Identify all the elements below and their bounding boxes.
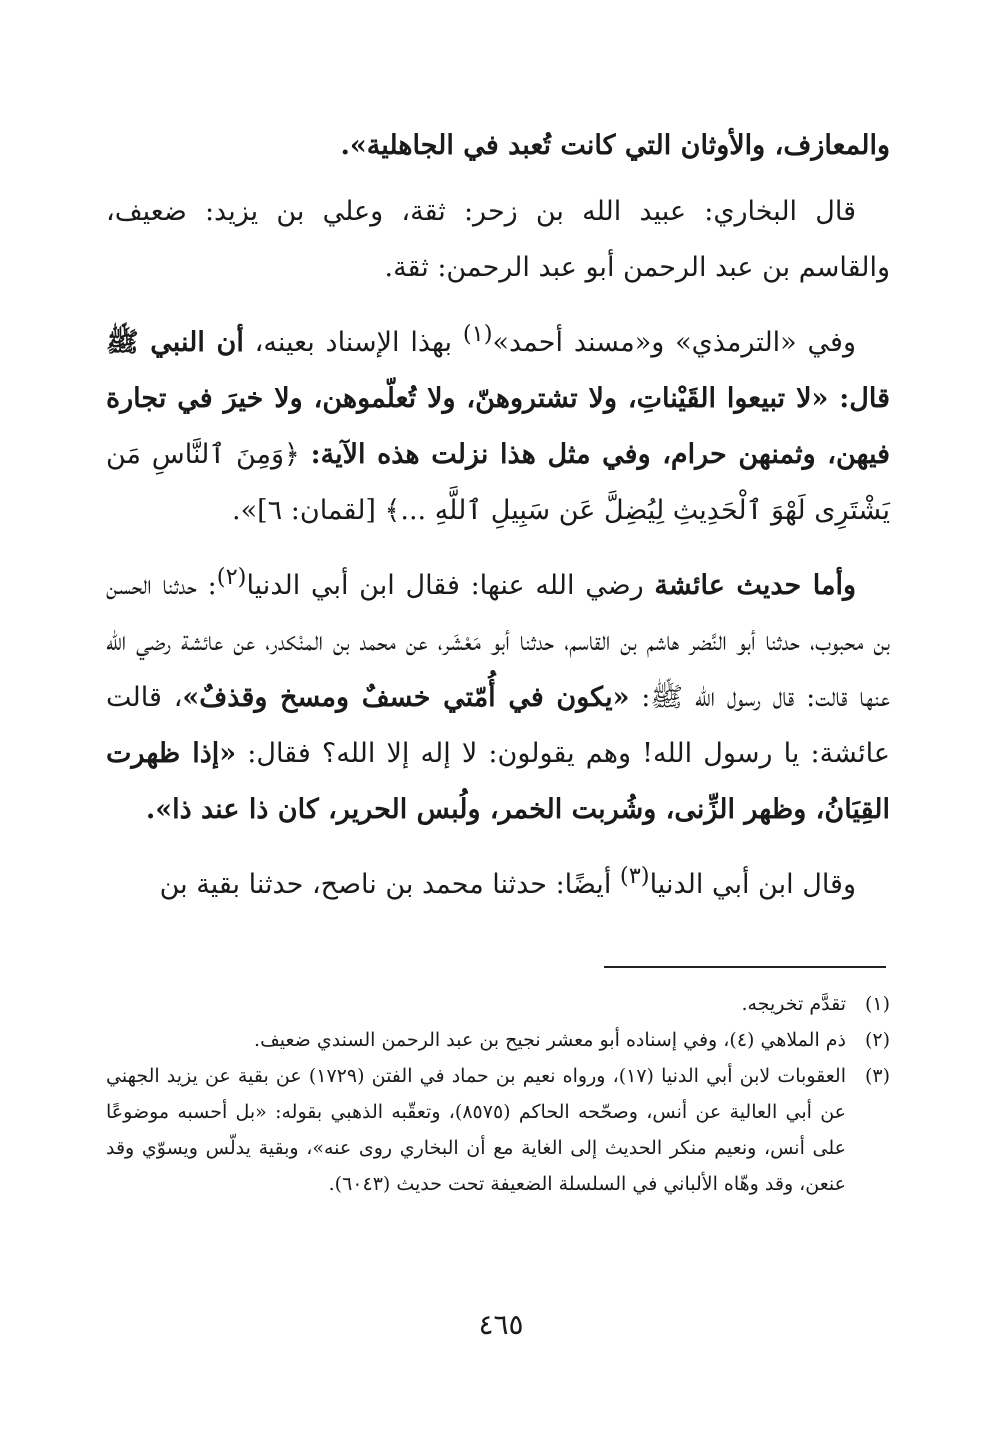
p4-heading: وأما حديث عائشة bbox=[654, 570, 856, 601]
verse-citation: [لقمان: ٦]». bbox=[232, 495, 376, 526]
footnote-ref-2[interactable]: (٢) bbox=[216, 564, 247, 590]
paragraph-2: قال البخاري: عبيد الله بن زحر: ثقة، وعلي بن يزيد: ضعيف، والقاسم بن عبد الرحمن أبو عبد الرحمن: ثقة. bbox=[106, 196, 890, 283]
footnote-ref-1[interactable]: (١) bbox=[462, 321, 493, 347]
footnote-number: (١) bbox=[864, 993, 890, 1015]
paragraph-1 bbox=[106, 118, 890, 174]
p3-hadith-quote: «لا تبيعوا القَيْناتِ، ولا تشتروهنّ، ولا تُعلّموهن، ولا خيرَ في تجارة فيهن، وثمنهن حرام، وفي مثل هذا نزلت هذه الآية: bbox=[106, 383, 890, 470]
footnote-text: تقدَّم تخريجه. bbox=[741, 993, 846, 1015]
footnote-text: العقوبات لابن أبي الدنيا (١٧)، ورواه نعيم بن حماد في الفتن (١٧٢٩) عن بقية عن يزيد الجهني عن أبي العالية عن أنس، وصحّحه الحاكم (٨٥٧٥)، وتعقّبه الذهبي بقوله: «بل أحسبه موضوعًا على أنس، ونعيم منكر الحديث إلى الغاية مع أن البخاري روى عنه»، وبقية يدلّس ويسوّي وقد عنعن، وقد وهّاه الألباني في السلسلة الضعيفة تحت حديث (٦٠٤٣). bbox=[106, 1065, 846, 1195]
paragraph-3 bbox=[106, 306, 890, 539]
p4-intro: رضي الله عنها: فقال ابن أبي الدنيا bbox=[246, 570, 655, 601]
footnotes bbox=[106, 986, 890, 1202]
p3-intro: وفي «الترمذي» و«مسند أحمد» bbox=[492, 327, 856, 358]
main-text bbox=[106, 118, 890, 923]
p4-isnad: : حدثنا الحسن بن محبوب، حدثنا أبو النَّضر هاشم بن القاسم، حدثنا أبو مَعْشَر، عن محمد بن المنْكدر، عن عائشة رضي الله عنها قالت: قال رسول الله ﷺ: bbox=[106, 570, 891, 713]
p4-hadith-quote-1: «يكون في أُمّتي خسفٌ ومسخ وقذفٌ» bbox=[182, 682, 630, 713]
footnote-number: (٢) bbox=[864, 1029, 890, 1051]
page-number: ٤٦٥ bbox=[478, 1308, 524, 1341]
footnote-text: ذم الملاهي (٤)، وفي إسناده أبو معشر نجيح بن عبد الرحمن السندي ضعيف. bbox=[254, 1029, 846, 1051]
footnote-2 bbox=[106, 1022, 890, 1058]
paragraph-4 bbox=[106, 549, 890, 838]
footnote-divider bbox=[604, 966, 886, 968]
footnote-3 bbox=[106, 1058, 890, 1202]
p5-isnad: أيضًا: حدثنا محمد بن ناصح، حدثنا بقية بن bbox=[159, 869, 620, 900]
p3-prophet: أن النبي ﷺ قال: bbox=[106, 327, 890, 414]
footnote-number: (٣) bbox=[864, 1065, 890, 1087]
footnote-1 bbox=[106, 986, 890, 1022]
footnote-ref-3[interactable]: (٣) bbox=[619, 863, 650, 889]
quran-verse: ﴿وَمِنَ ٱلنَّاسِ مَن يَشْتَرِى لَهْوَ ٱلْحَدِيثِ لِيُضِلَّ عَن سَبِيلِ ٱللَّهِ ...﴾ bbox=[106, 439, 890, 526]
paragraph-1-text: والمعازف، والأوثان التي كانت تُعبد في الجاهلية». bbox=[340, 130, 890, 161]
p4-dialogue: ، قالت عائشة: يا رسول الله! وهم يقولون: لا إله إلا الله؟ فقال: bbox=[106, 682, 890, 769]
p5-intro: وقال ابن أبي الدنيا bbox=[649, 869, 856, 900]
p4-hadith-quote-2: «إذا ظهرت القِيَانُ، وظهر الزِّنى، وشُربت الخمر، ولُبس الحرير، كان ذا عند ذا». bbox=[106, 738, 890, 825]
paragraph-5 bbox=[106, 848, 890, 913]
p3-isnad: بهذا الإسناد بعينه، bbox=[243, 327, 463, 358]
